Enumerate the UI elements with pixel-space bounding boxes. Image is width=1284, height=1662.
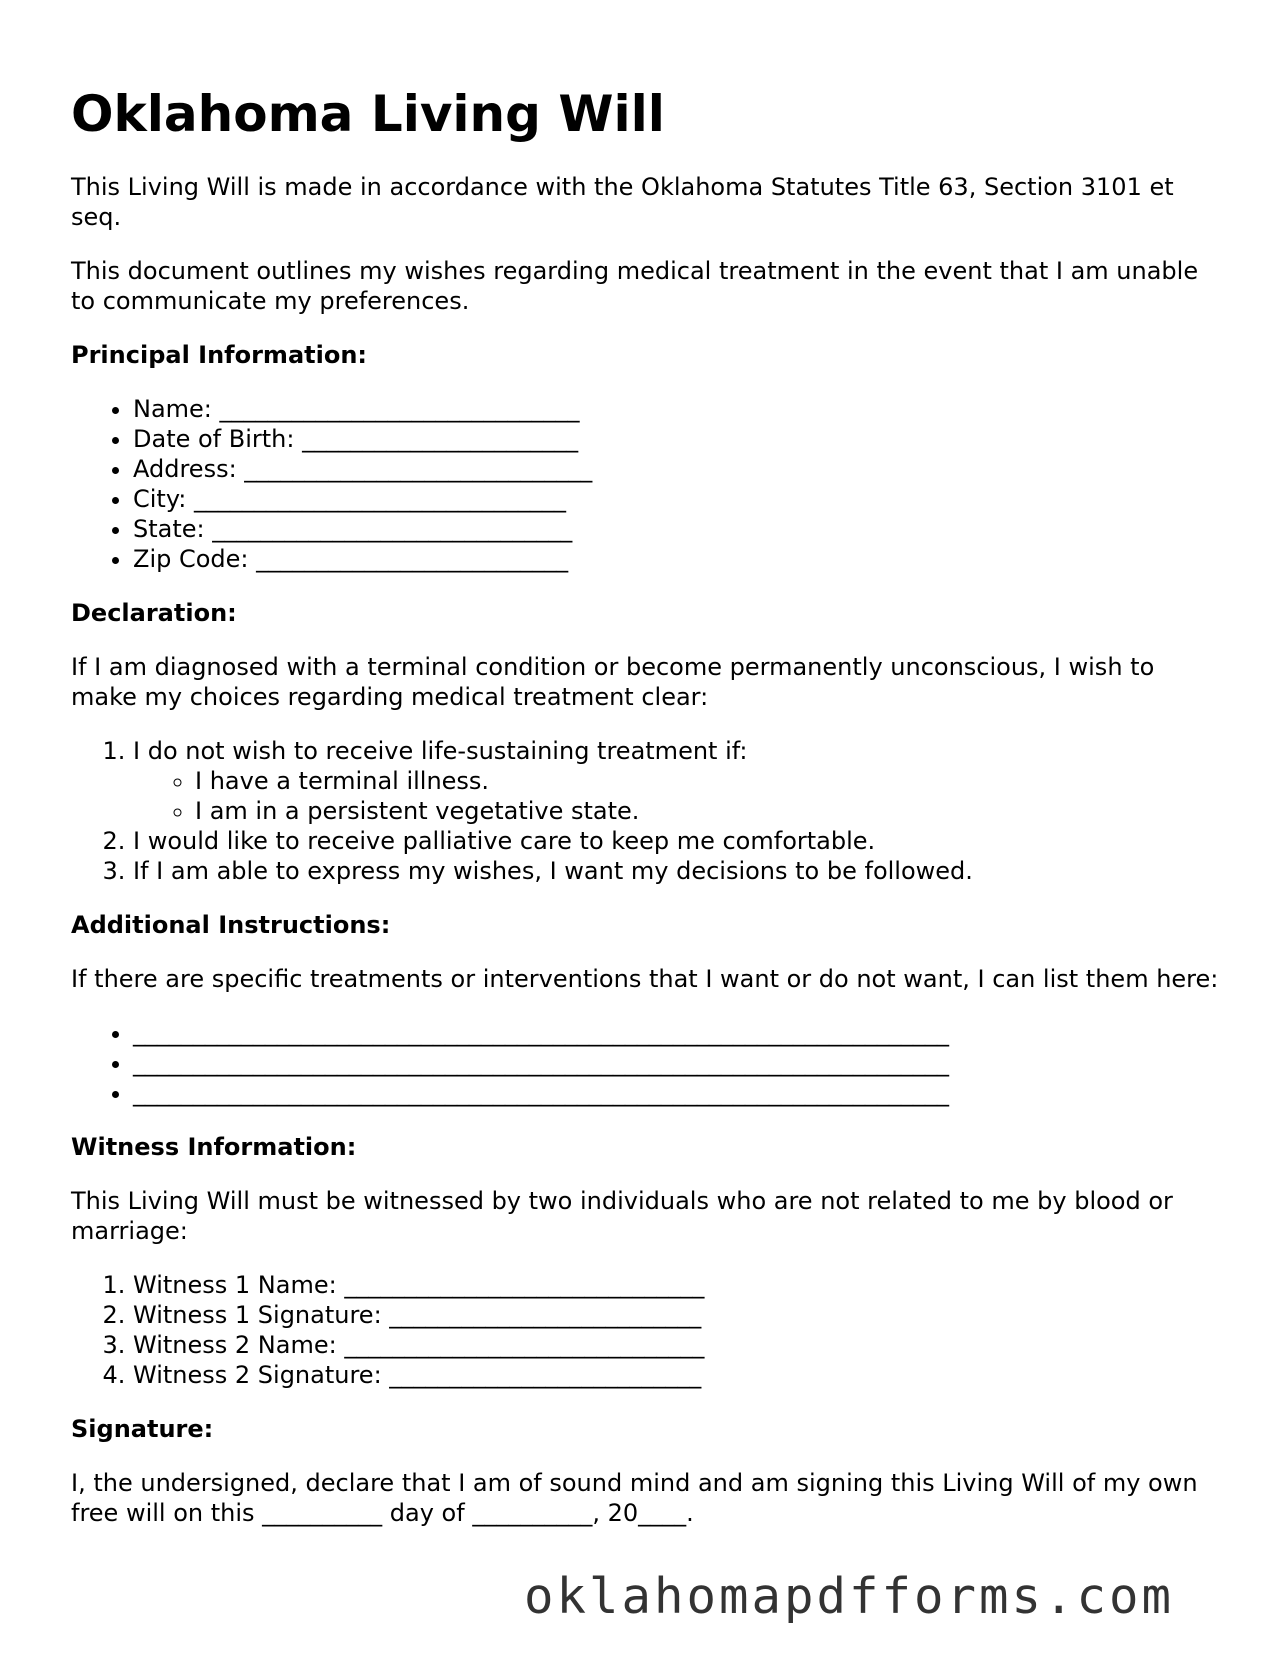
additional-blank-line: • ____________________________________________________________________ — [133, 1048, 1221, 1078]
principal-fields-list — [71, 394, 1221, 574]
declaration-heading: Declaration: — [71, 599, 237, 627]
additional-blank-line: • ____________________________________________________________________ — [133, 1078, 1221, 1108]
witness-heading: Witness Information: — [71, 1133, 357, 1161]
intro-purpose: This document outlines my wishes regarding medical treatment in the event that I am unable to communicate my preferences. — [71, 257, 1199, 315]
signature-heading: Signature: — [71, 1415, 214, 1443]
principal-city-field: • City: _______________________________ — [133, 484, 1221, 514]
principal-name-field: • Name: ______________________________ — [133, 394, 1221, 424]
witness-field: 3. Witness 2 Name: ______________________________ — [133, 1330, 1221, 1360]
declaration-subitem: ◦ I have a terminal illness. — [195, 766, 1221, 796]
signature-text: I, the undersigned, declare that I am of sound mind and am signing this Living Will of my own free will on this __________ day of __________, 20____. — [71, 1469, 1198, 1527]
intro-statute: This Living Will is made in accordance with the Oklahoma Statutes Title 63, Section 3101 et seq. — [71, 173, 1174, 231]
additional-blank-line: • ____________________________________________________________________ — [133, 1018, 1221, 1048]
declaration-item: 3. If I am able to express my wishes, I want my decisions to be followed. — [133, 856, 1221, 886]
document-page — [71, 84, 1221, 1552]
witness-field: 1. Witness 1 Name: ______________________________ — [133, 1270, 1221, 1300]
declaration-text: If I am diagnosed with a terminal condition or become permanently unconscious, I wish to make my choices regarding medical treatment clear: — [71, 653, 1155, 711]
witness-field: 4. Witness 2 Signature: __________________________ — [133, 1360, 1221, 1390]
declaration-item-text: I do not wish to receive life-sustaining treatment if: — [133, 737, 748, 765]
declaration-item: 2. I would like to receive palliative care to keep me comfortable. — [133, 826, 1221, 856]
principal-address-field: • Address: _____________________________ — [133, 454, 1221, 484]
principal-heading: Principal Information: — [71, 341, 368, 369]
additional-lines-list — [71, 1018, 1221, 1108]
principal-dob-field: • Date of Birth: _______________________ — [133, 424, 1221, 454]
declaration-item — [133, 736, 1221, 826]
witness-fields-list — [71, 1270, 1221, 1390]
declaration-sublist — [133, 766, 1221, 826]
watermark: oklahomapdfforms.com — [523, 1568, 1174, 1625]
principal-zip-field: • Zip Code: __________________________ — [133, 544, 1221, 574]
declaration-subitem: ◦ I am in a persistent vegetative state. — [195, 796, 1221, 826]
additional-text: If there are specific treatments or interventions that I want or do not want, I can list them here: — [71, 965, 1219, 993]
principal-state-field: • State: ______________________________ — [133, 514, 1221, 544]
witness-field: 2. Witness 1 Signature: __________________________ — [133, 1300, 1221, 1330]
additional-heading: Additional Instructions: — [71, 911, 391, 939]
document-title: Oklahoma Living Will — [71, 85, 665, 143]
witness-text: This Living Will must be witnessed by two individuals who are not related to me by blood or marriage: — [71, 1187, 1173, 1245]
declaration-list — [71, 736, 1221, 886]
